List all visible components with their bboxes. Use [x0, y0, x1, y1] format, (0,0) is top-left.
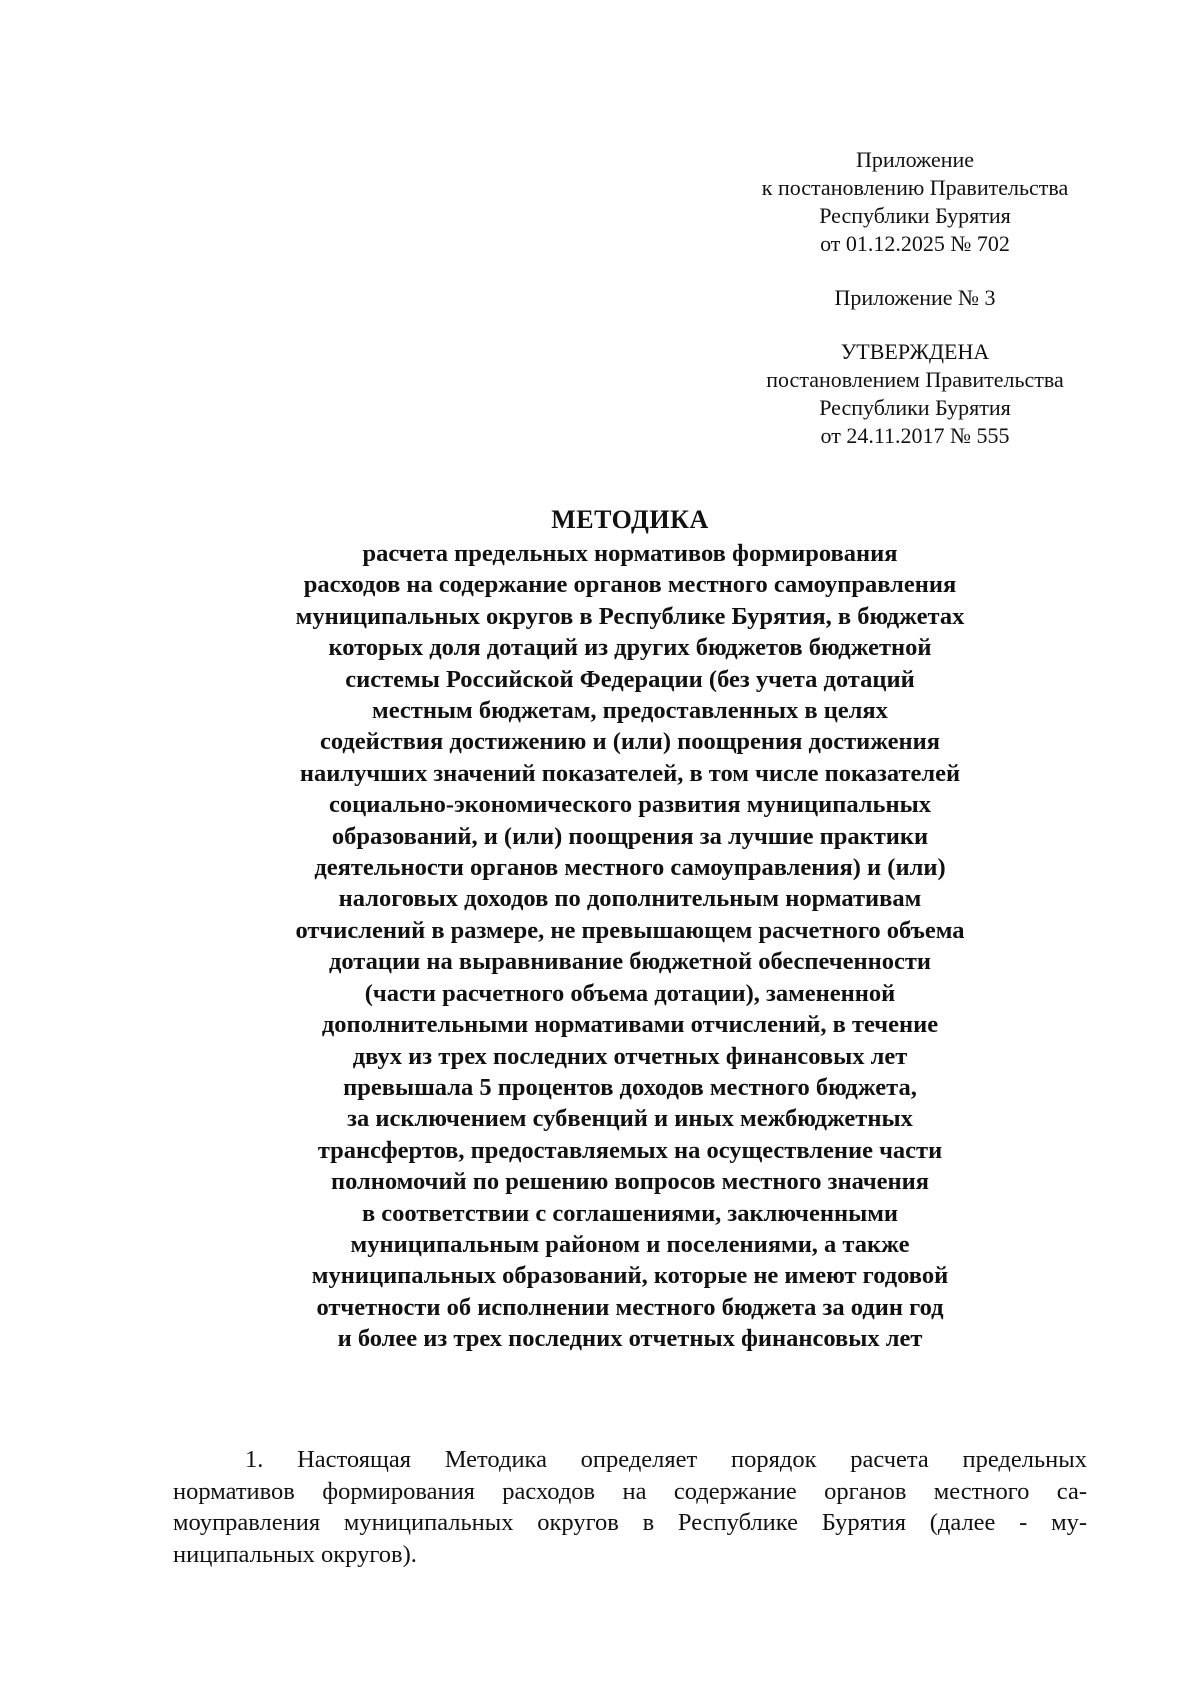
- subtitle-line: превышала 5 процентов доходов местного бюджета,: [343, 1073, 917, 1101]
- appendix-header-date-number: от 01.12.2025 № 702: [820, 231, 1010, 256]
- paragraph-1: [173, 1444, 1087, 1570]
- approval-stamp: [740, 338, 1090, 450]
- subtitle-line: дополнительными нормативами отчислений, в течение: [321, 1011, 939, 1039]
- document-title-block: [140, 504, 1120, 1355]
- document-title: МЕТОДИКА: [551, 505, 709, 534]
- appendix-header-line: к постановлению Правительства: [761, 175, 1069, 200]
- subtitle-line: социально-экономического развития муниципальных: [329, 791, 931, 819]
- subtitle-line: отчетности об исполнении местного бюджета за один год: [316, 1293, 944, 1321]
- subtitle-line: наилучших значений показателей, в том числе показателей: [299, 759, 961, 787]
- subtitle-line: расчета предельных нормативов формирования: [362, 540, 898, 567]
- appendix-header: [740, 146, 1090, 258]
- subtitle-line: в соответствии с соглашениями, заключенными: [361, 1199, 899, 1227]
- appendix-header-line: Приложение: [855, 147, 975, 172]
- subtitle-line: деятельности органов местного самоуправления) и (или): [314, 854, 946, 882]
- subtitle-line: которых доля дотаций из других бюджетов бюджетной: [328, 634, 932, 662]
- appendix-number-label: Приложение № 3: [834, 285, 996, 310]
- subtitle-line: за исключением субвенций и иных межбюджетных: [347, 1105, 913, 1133]
- approval-heading: УТВЕРЖДЕНА: [840, 339, 990, 364]
- subtitle-line: местным бюджетам, предоставленных в целях: [372, 697, 888, 725]
- appendix-header-line: Республики Бурятия: [819, 203, 1011, 228]
- subtitle-line: отчислений в размере, не превышающем расчетного объема: [295, 916, 965, 944]
- subtitle-line: дотации на выравнивание бюджетной обеспеченности: [328, 948, 931, 976]
- subtitle-line: и более из трех последних отчетных финансовых лет: [337, 1325, 923, 1353]
- subtitle-line: образований, и (или) поощрения за лучшие практики: [331, 822, 929, 850]
- subtitle-line: системы Российской Федерации (без учета дотаций: [345, 665, 915, 693]
- approval-line: постановлением Правительства: [766, 367, 1064, 392]
- document-subtitle: [140, 538, 1120, 1355]
- approval-date-number: от 24.11.2017 № 555: [820, 423, 1010, 448]
- subtitle-line: муниципальных округов в Республике Бурятия, в бюджетах: [295, 602, 965, 630]
- subtitle-line: полномочий по решению вопросов местного значения: [330, 1168, 930, 1196]
- subtitle-line: расходов на содержание органов местного самоуправления: [303, 571, 957, 599]
- subtitle-line: муниципальным районом и поселениями, а также: [350, 1230, 910, 1258]
- paragraph-line: нормативов формирования расходов на содержание органов местного са-: [173, 1477, 1087, 1505]
- paragraph-line: ниципальных округов).: [173, 1540, 417, 1568]
- subtitle-line: двух из трех последних отчетных финансовых лет: [352, 1042, 908, 1070]
- paragraph-line: моуправления муниципальных округов в Республике Бурятия (далее - му-: [173, 1509, 1087, 1536]
- appendix-number: [740, 284, 1090, 312]
- subtitle-line: муниципальных образований, которые не имеют годовой: [311, 1262, 949, 1290]
- subtitle-line: (части расчетного объема дотации), замененной: [364, 979, 896, 1007]
- subtitle-line: содействия достижению и (или) поощрения достижения: [319, 728, 941, 756]
- subtitle-line: трансфертов, предоставляемых на осуществление части: [317, 1136, 943, 1164]
- subtitle-line: налоговых доходов по дополнительным нормативам: [338, 885, 922, 913]
- paragraph-line: 1. Настоящая Методика определяет порядок расчета предельных: [245, 1446, 1087, 1473]
- approval-line: Республики Бурятия: [819, 395, 1011, 420]
